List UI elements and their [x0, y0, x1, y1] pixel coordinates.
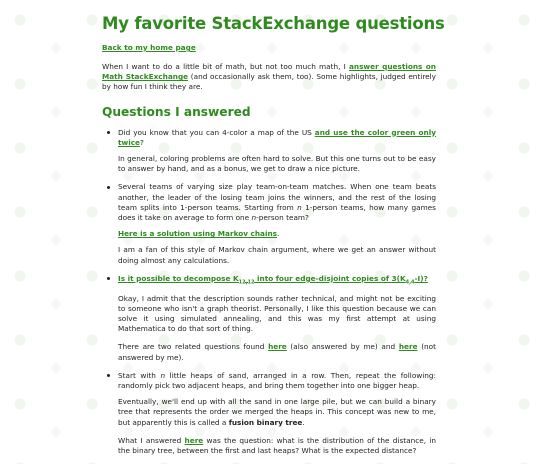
question-text	[118, 128, 436, 148]
question-text-after: ?	[140, 137, 144, 147]
solution-line	[118, 229, 436, 239]
question-text	[118, 371, 436, 391]
answer-description	[118, 397, 436, 428]
list-item	[118, 182, 436, 265]
math-stackexchange-link[interactable]: answer questions on Math StackExchange	[102, 62, 436, 82]
question-text-before: Several teams of varying size play team-on-team matches. When one team beats another, the leader of the losing team joins the winners, and the rest of the losing team splits into 1-person teams. Starting from	[118, 182, 436, 212]
related-link-1[interactable]: here	[268, 342, 287, 352]
intro-paragraph	[102, 62, 436, 93]
decompose-question-link[interactable]	[118, 273, 428, 286]
list-item	[118, 274, 436, 363]
variable-n: n	[251, 213, 257, 223]
question-text-before: Did you know that you can 4-color a map of the US	[118, 127, 315, 137]
summary-text-after: was the question: what is the distribution of the distance, in the binary tree, between the first and last heaps? What is the expected distance?	[118, 435, 436, 455]
answer-summary	[118, 436, 436, 456]
bullet-icon	[107, 186, 110, 189]
variable-n: n	[160, 370, 166, 380]
list-item	[118, 371, 436, 456]
green-twice-link[interactable]: and use the color green only twice	[118, 127, 436, 147]
link-text-after: -I)?	[414, 273, 428, 283]
section-heading: Questions I answered	[102, 104, 251, 119]
related-link-2[interactable]: here	[398, 342, 418, 352]
question-text-after: -person team?	[256, 213, 309, 223]
markov-solution-link[interactable]: Here is a solution using Markov chains	[118, 229, 278, 239]
subscript: 12,12	[238, 279, 255, 286]
intro-text-before: When I want to do a little bit of math, but not too much math, I	[102, 62, 349, 71]
question-text-before: Start with	[118, 370, 161, 380]
questions-list	[102, 128, 436, 457]
variable-n: n	[297, 202, 302, 212]
answer-description: I am a fan of this style of Markov chain argument, where we get an answer without doing almost any calculations.	[118, 245, 436, 265]
link-text-mid: into four edge-disjoint copies of 3(K	[254, 273, 406, 283]
related-text-mid: (also answered by me) and	[286, 342, 399, 352]
solution-line-after: .	[277, 229, 280, 239]
answer-description: Okay, I admit that the description sounds rather technical, and might not be exciting to someone who isn't a graph theorist. Personally, I like this question because we can solve it using simulated annealing, and this was my first attempt at using Mathematica to do that sort of thing.	[118, 293, 436, 334]
page-title: My favorite StackExchange questions	[102, 14, 445, 33]
link-text-before: Is it possible to decompose K	[118, 273, 239, 283]
back-home-link[interactable]: Back to my home page	[102, 43, 196, 52]
intro-text-after: (and occasionally ask them, too). Some highlights, judged entirely by how fun I think they are.	[102, 72, 436, 92]
question-text-after: little heaps of sand, arranged in a row. Then, repeat the following: randomly pick two adjacent heaps, and bring them together into one bigger heap.	[118, 370, 436, 390]
question-text	[118, 182, 436, 223]
bullet-icon	[107, 131, 110, 134]
list-item	[118, 128, 436, 175]
description-text-before: Eventually, we'll end up with all the sand in one large pile, but we can build a binary tree that represents the order we merged the heaps in. This concept was new to me, but apparently this is called a	[118, 397, 436, 427]
fusion-binary-tree-term: fusion binary tree	[228, 417, 303, 427]
question-text-mid: 1-person teams, how many games does it take on average to form one	[118, 202, 436, 223]
related-text-after: (not answered by me).	[118, 342, 436, 362]
summary-text-before: What I answered	[118, 435, 185, 445]
question-text	[118, 274, 436, 288]
related-text-before: There are two related questions found	[118, 342, 269, 352]
page-content	[102, 14, 445, 464]
bullet-icon	[107, 277, 110, 280]
related-questions	[118, 342, 436, 362]
bullet-icon	[107, 374, 110, 377]
answer-description: In general, coloring problems are often hard to solve. But this one turns out to be easy to answer by hand, and as a bonus, we get to draw a nice picture.	[118, 154, 436, 174]
subscript: 4,4	[405, 279, 415, 286]
fusion-tree-answer-link[interactable]: here	[184, 435, 204, 445]
description-text-after: .	[302, 417, 305, 427]
